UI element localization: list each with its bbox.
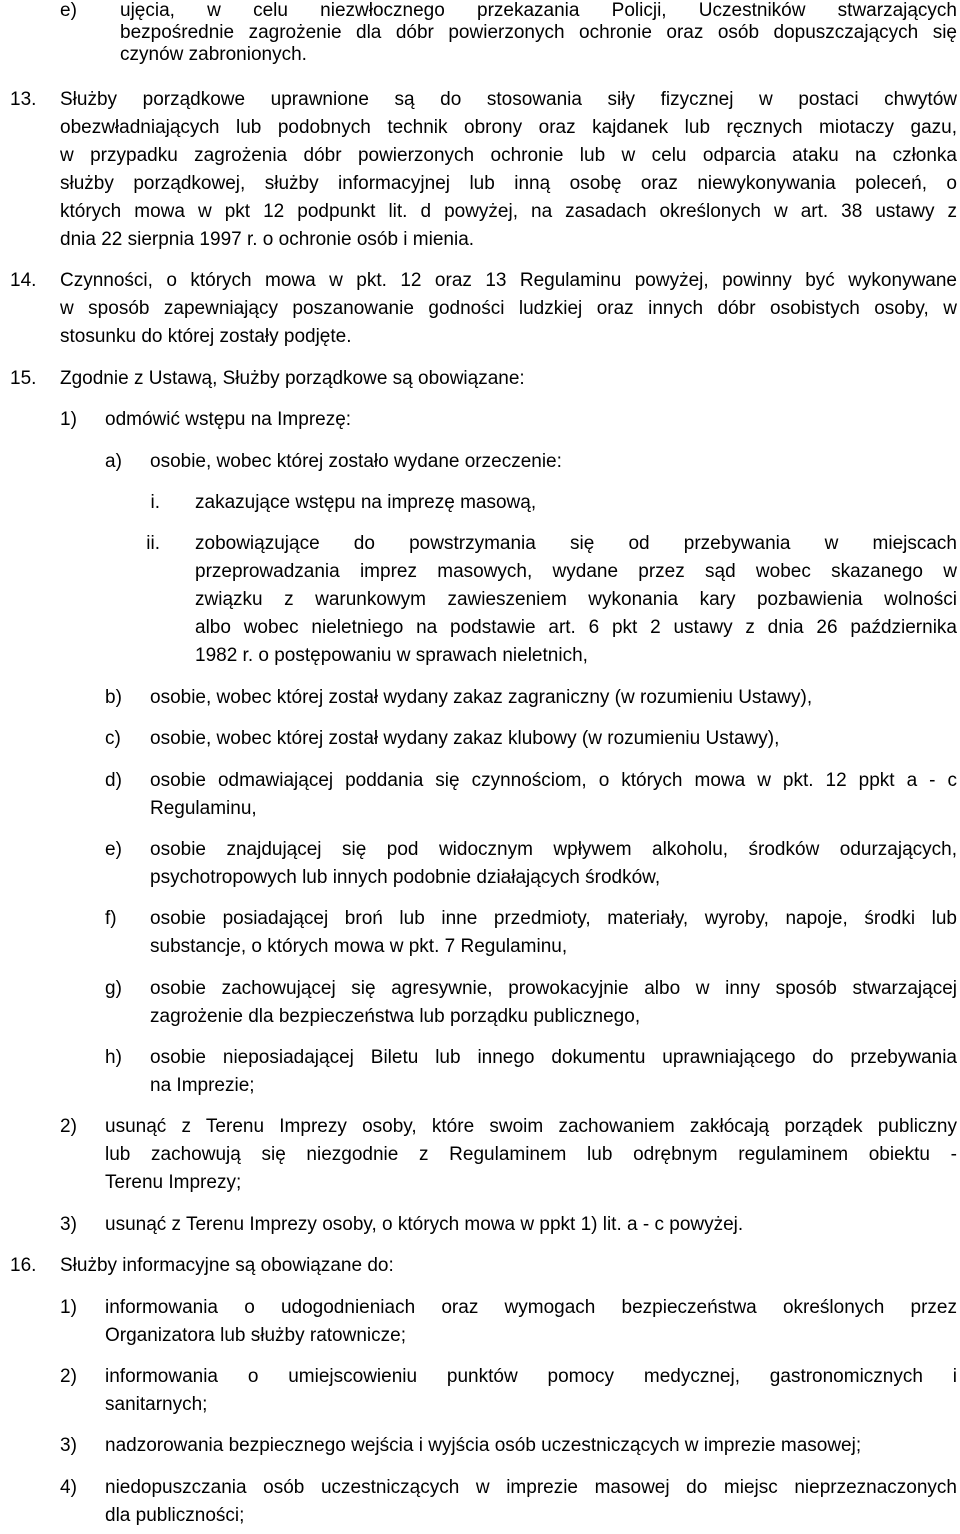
- point-number: 1): [60, 1296, 77, 1318]
- letter-item-number: c): [105, 728, 121, 750]
- text-line: informowania o udogodnieniach oraz wymogach bezpieczeństwa określonych przez: [105, 1296, 957, 1318]
- point: [0, 1211, 960, 1239]
- text-line: Terenu Imprezy;: [105, 1172, 242, 1194]
- roman-item: [0, 489, 960, 517]
- point-number: 1): [60, 409, 77, 431]
- text-line: w sposób zapewniający poszanowanie godności ludzkiej oraz innych dóbr osobistych osoby, w: [60, 298, 957, 320]
- text-line: osobie znajdującej się pod widocznym wpływem alkoholu, środków odurzających,: [150, 838, 957, 860]
- text-line: przeprowadzania imprez masowych, wydane przez sąd wobec skazanego w: [195, 561, 957, 583]
- point-number: 3): [60, 1435, 77, 1457]
- letter-item-text: [150, 725, 957, 753]
- text-line: informowania o umiejscowieniu punktów pomocy medycznej, gastronomicznych i: [105, 1366, 957, 1388]
- text-line: usunąć z Terenu Imprezy osoby, które swoim zachowaniem zakłócają porządek publiczny: [105, 1116, 957, 1138]
- text-line: odmówić wstępu na Imprezę:: [105, 409, 352, 431]
- letter-item-number: d): [105, 769, 122, 791]
- text-line: Regulaminu,: [150, 797, 257, 819]
- text-line: związku z warunkowym zawieszeniem wykonania kary pozbawienia wolności: [195, 589, 957, 611]
- point-text: [105, 1211, 957, 1239]
- text-line: osobie nieposiadającej Biletu lub innego dokumentu uprawniającego do przebywania: [150, 1047, 957, 1069]
- point-number: 2): [60, 1116, 77, 1138]
- text-line: służby porządkowej, służby informacyjnej lub inną osobę oraz niewykonywania poleceń, o: [60, 173, 957, 194]
- letter-item-number: h): [105, 1047, 122, 1069]
- continued-item-number: e): [60, 0, 77, 21]
- letter-item-text: [150, 905, 957, 961]
- text-line: 1982 r. o postępowaniu w sprawach nieletnich,: [195, 645, 588, 667]
- text-line: osobie odmawiającej poddania się czynnościom, o których mowa w pkt. 12 ppkt a - c: [150, 769, 957, 791]
- letter-item: [0, 975, 960, 1031]
- point-text: [105, 1474, 957, 1530]
- point: [0, 406, 960, 434]
- text-line: obezwładniających lub podobnych technik obrony oraz kajdanek lub ręcznych miotaczy gazu,: [60, 117, 957, 138]
- letter-item-number: e): [105, 838, 122, 860]
- text-line: sanitarnych;: [105, 1394, 208, 1416]
- clause-text: [60, 365, 957, 393]
- text-line: zakazujące wstępu na imprezę masową,: [195, 491, 537, 513]
- text-line: czynów zabronionych.: [120, 44, 307, 65]
- text-line: psychotropowych lub innych podobnie działających środków,: [150, 866, 661, 888]
- point: [0, 1474, 960, 1530]
- letter-item: [0, 767, 960, 823]
- point-text: [105, 1294, 957, 1350]
- continued-item-text: [120, 0, 957, 66]
- text-line: Służby informacyjne są obowiązane do:: [60, 1255, 394, 1277]
- roman-item-number: ii.: [146, 533, 160, 555]
- letter-item: [0, 905, 960, 961]
- letter-item-number: g): [105, 977, 122, 999]
- text-line: stosunku do której zostały podjęte.: [60, 326, 352, 348]
- point-number: 2): [60, 1366, 77, 1388]
- letter-item: [0, 684, 960, 712]
- text-line: bezpośrednie zagrożenie dla dóbr powierzonych ochronie oraz osób dopuszczających się: [120, 22, 957, 43]
- point-text: [105, 406, 957, 434]
- point-text: [105, 1363, 957, 1419]
- letter-item: [0, 448, 960, 476]
- clause: [0, 365, 960, 393]
- letter-item-number: f): [105, 908, 117, 930]
- text-line: Służby porządkowe uprawnione są do stosowania siły fizycznej w postaci chwytów: [60, 89, 957, 110]
- letter-item-text: [150, 1044, 957, 1100]
- text-line: zagrożenie dla bezpieczeństwa lub porządku publicznego,: [150, 1005, 641, 1027]
- text-line: osobie, wobec której zostało wydane orzeczenie:: [150, 450, 562, 472]
- roman-item-text: [195, 489, 957, 517]
- text-line: dnia 22 sierpnia 1997 r. o ochronie osób i mienia.: [60, 229, 475, 250]
- text-line: nadzorowania bezpiecznego wejścia i wyjścia osób uczestniczących w imprezie masowej;: [105, 1435, 862, 1457]
- text-line: ujęcia, w celu niezwłocznego przekazania Policji, Uczestników stwarzających: [120, 0, 957, 21]
- clause-text: [60, 1252, 957, 1280]
- letter-item-text: [150, 767, 957, 823]
- letter-item: [0, 1044, 960, 1100]
- text-line: osobie zachowującej się agresywnie, prowokacyjnie albo w inny sposób stwarzającej: [150, 977, 957, 999]
- clause: [0, 86, 960, 254]
- clause-text: [60, 267, 957, 351]
- letter-item-number: b): [105, 686, 122, 708]
- letter-item-text: [150, 836, 957, 892]
- letter-item: [0, 725, 960, 753]
- letter-item-text: [150, 684, 957, 712]
- letter-item-text: [150, 975, 957, 1031]
- text-line: usunąć z Terenu Imprezy osoby, o których mowa w ppkt 1) lit. a - c powyżej.: [105, 1213, 744, 1235]
- continued-item: [0, 0, 960, 66]
- text-line: Czynności, o których mowa w pkt. 12 oraz 13 Regulaminu powyżej, powinny być wykonywane: [60, 270, 957, 292]
- point: [0, 1363, 960, 1419]
- roman-item: [0, 530, 960, 670]
- clause: [0, 1252, 960, 1280]
- point-text: [105, 1432, 957, 1460]
- clause-number: 14.: [10, 270, 37, 292]
- letter-item-text: [150, 448, 957, 476]
- letter-item-number: a): [105, 450, 122, 472]
- text-line: Organizatora lub służby ratownicze;: [105, 1324, 406, 1346]
- text-line: w przypadku zagrożenia dóbr powierzonych ochronie lub w celu odparcia ataku na członka: [60, 145, 957, 166]
- text-line: których mowa w pkt 12 podpunkt lit. d powyżej, na zasadach określonych w art. 38 ustawy z: [60, 201, 957, 222]
- roman-item-number: i.: [150, 491, 160, 513]
- point-number: 4): [60, 1476, 77, 1498]
- clause-number: 16.: [10, 1255, 37, 1277]
- text-line: osobie, wobec której został wydany zakaz zagraniczny (w rozumieniu Ustawy),: [150, 686, 813, 708]
- clause: [0, 267, 960, 351]
- text-line: lub zachowują się niezgodnie z Regulaminem lub odrębnym regulaminem obiektu -: [105, 1144, 957, 1166]
- point-number: 3): [60, 1213, 77, 1235]
- roman-item-text: [195, 530, 957, 670]
- text-line: na Imprezie;: [150, 1075, 255, 1097]
- point: [0, 1294, 960, 1350]
- point-text: [105, 1113, 957, 1197]
- clause-number: 13.: [10, 89, 37, 110]
- text-line: niedopuszczania osób uczestniczących w imprezie masowej do miejsc nieprzeznaczonych: [105, 1476, 957, 1498]
- letter-item: [0, 836, 960, 892]
- text-line: osobie, wobec której został wydany zakaz klubowy (w rozumieniu Ustawy),: [150, 728, 780, 750]
- clause-number: 15.: [10, 367, 37, 389]
- clause-text: [60, 86, 957, 254]
- point: [0, 1432, 960, 1460]
- text-line: substancje, o których mowa w pkt. 7 Regulaminu,: [150, 936, 568, 958]
- point: [0, 1113, 960, 1197]
- text-line: dla publiczności;: [105, 1504, 245, 1526]
- text-line: osobie posiadającej broń lub inne przedmioty, materiały, wyroby, napoje, środki lub: [150, 908, 957, 930]
- text-line: zobowiązujące do powstrzymania się od przebywania w miejscach: [195, 533, 957, 555]
- text-line: Zgodnie z Ustawą, Służby porządkowe są obowiązane:: [60, 367, 525, 389]
- text-line: albo wobec nieletniego na podstawie art. 6 pkt 2 ustawy z dnia 26 października: [195, 617, 957, 639]
